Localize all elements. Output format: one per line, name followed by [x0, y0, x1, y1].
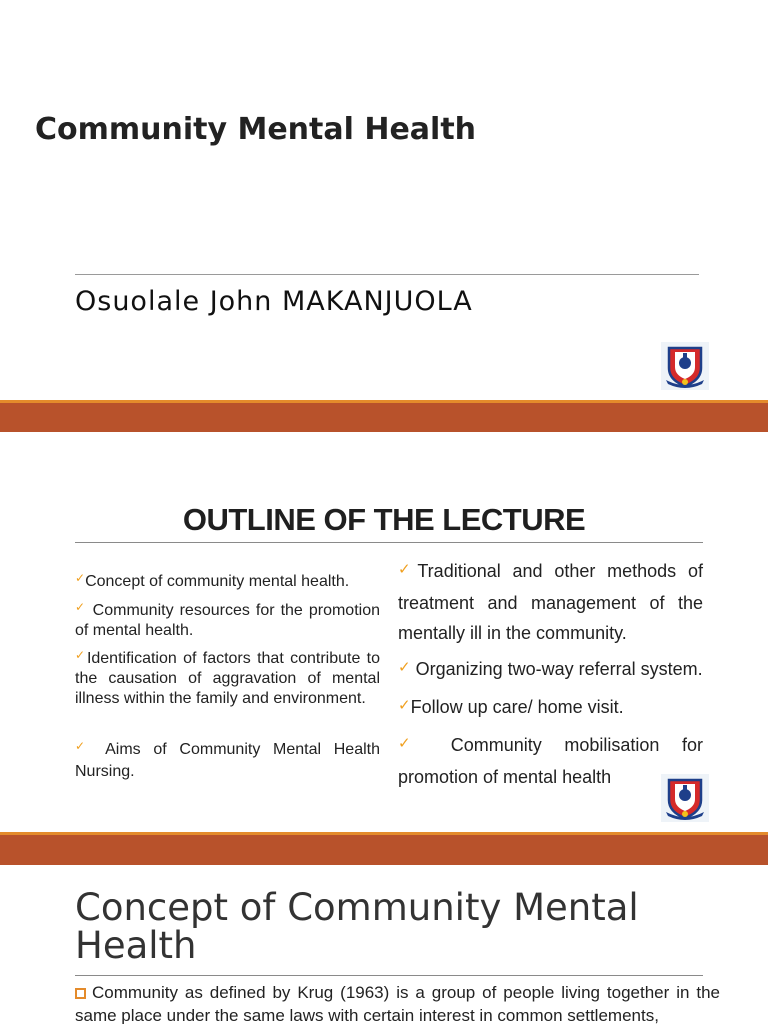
slide-title: Concept of Community Mental Health: [75, 886, 639, 967]
check-icon: ✓: [75, 599, 87, 614]
slide-title: Community Mental Health: [35, 112, 477, 147]
list-item: ✓Traditional and other methods of treatment and management of the mentally ill in the community.: [398, 561, 703, 643]
outline-slide: [0, 432, 768, 832]
university-crest-icon: [661, 342, 709, 390]
check-icon: ✓: [398, 561, 418, 578]
check-icon: ✓: [75, 571, 86, 585]
slide-separator: [0, 400, 768, 432]
hollow-square-bullet-icon: [75, 988, 86, 999]
list-item: ✓ Aims of Community Mental Health Nursing.: [75, 739, 380, 780]
concept-slide: [0, 865, 768, 1024]
author-name: Osuolale John MAKANJUOLA: [75, 286, 473, 317]
slide-separator: [0, 832, 768, 865]
divider: [75, 274, 699, 275]
check-icon: ✓: [75, 739, 94, 753]
title-slide: [0, 0, 768, 400]
check-icon: ✓: [398, 659, 411, 676]
university-crest-icon: [661, 774, 709, 822]
body-paragraph: Community as defined by Krug (1963) is a group of people living together in the same place under the same laws with certain interest in common settlements,: [75, 983, 720, 1024]
slide-title: OUTLINE OF THE LECTURE: [182, 502, 586, 537]
check-icon: ✓: [75, 647, 87, 662]
divider: [75, 542, 703, 543]
outline-left-column: [75, 572, 380, 782]
check-icon: ✓: [398, 735, 429, 752]
list-item: ✓Concept of community mental health.: [75, 571, 350, 590]
list-item: ✓ Organizing two-way referral system.: [398, 659, 703, 679]
list-item: ✓ Community resources for the promotion of mental health.: [75, 599, 380, 639]
outline-right-column: [398, 556, 703, 792]
divider: [75, 975, 703, 976]
list-item: ✓Identification of factors that contribute to the causation of aggravation of mental illness within the family and environment.: [75, 647, 381, 707]
list-item: ✓ Community mobilisation for promotion of mental health: [398, 735, 703, 787]
check-icon: ✓: [398, 697, 411, 714]
list-item: ✓Follow up care/ home visit.: [398, 697, 624, 717]
